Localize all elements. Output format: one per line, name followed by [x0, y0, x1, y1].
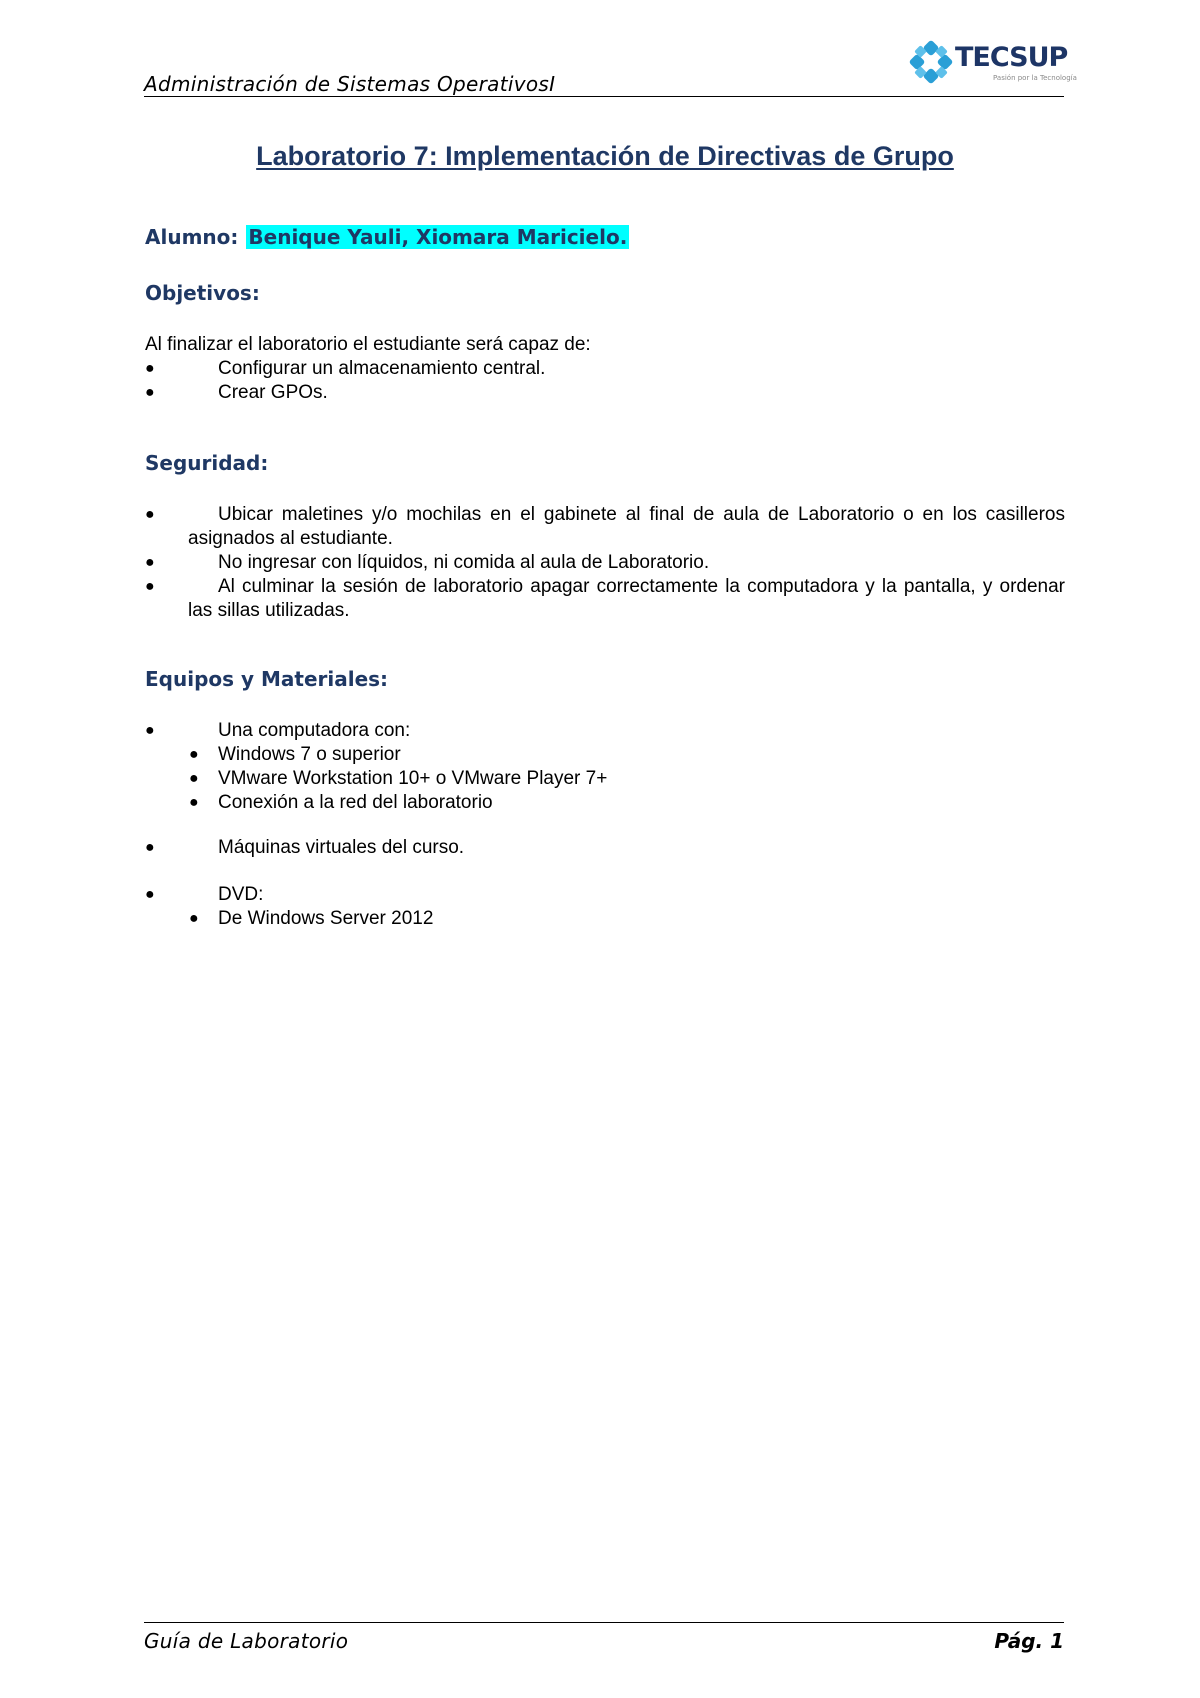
vms-list	[145, 836, 1065, 860]
objectives-intro: Al finalizar el laboratorio el estudiante será capaz de:	[145, 334, 591, 355]
list-item: ● DVD:	[145, 884, 264, 905]
list-item: ● Conexión a la red del laboratorio	[189, 792, 493, 813]
bullet-icon: ●	[189, 746, 199, 763]
list-item: ● Una computadora con:	[145, 720, 411, 741]
list-item: ● No ingresar con líquidos, ni comida al aula de Laboratorio.	[145, 552, 710, 573]
list-item: ● VMware Workstation 10+ o VMware Player 7+	[189, 768, 608, 789]
footer-guide-label: Guía de Laboratorio	[144, 1629, 349, 1653]
bullet-icon: ●	[189, 910, 199, 927]
document-title: Laboratorio 7: Implementación de Directivas de Grupo	[256, 141, 954, 171]
computer-sublist	[145, 743, 1065, 815]
dvd-list	[145, 883, 1065, 907]
page-header	[144, 40, 1077, 97]
list-item: ● Máquinas virtuales del curso.	[145, 837, 465, 858]
security-heading: Seguridad:	[145, 451, 269, 475]
security-list	[145, 503, 1065, 623]
logo-wordmark: TECSUP	[955, 42, 1068, 73]
objectives-list	[145, 357, 1065, 405]
equipment-list	[145, 719, 1065, 743]
student-name: Benique Yauli, Xiomara Maricielo.	[248, 225, 628, 249]
bullet-icon: ●	[145, 384, 155, 401]
bullet-icon: ●	[145, 506, 155, 523]
logo-tagline: Pasión por la Tecnología	[993, 74, 1077, 82]
tecsup-logo	[909, 40, 1077, 86]
list-item: ● Windows 7 o superior	[189, 744, 401, 765]
bullet-icon: ●	[145, 360, 155, 377]
bullet-icon: ●	[145, 886, 155, 903]
student-label: Alumno:	[145, 225, 239, 249]
bullet-icon: ●	[145, 722, 155, 739]
bullet-icon: ●	[145, 839, 155, 856]
list-item: ● Ubicar maletines y/o mochilas en el gabinete al final de aula de Laboratorio o en los casilleros asignados al estudiante.	[145, 504, 1065, 549]
footer-page-number: Pág. 1	[994, 1629, 1064, 1653]
bullet-icon: ●	[145, 554, 155, 571]
tecsup-logo-mark-icon	[909, 40, 953, 84]
list-item: ● Configurar un almacenamiento central.	[145, 358, 546, 379]
bullet-icon: ●	[145, 578, 155, 595]
objectives-heading: Objetivos:	[145, 281, 260, 305]
student-line	[145, 225, 629, 249]
list-item: ● Crear GPOs.	[145, 382, 328, 403]
header-course-title: Administración de Sistemas OperativosI	[144, 72, 556, 96]
list-item: ● Al culminar la sesión de laboratorio apagar correctamente la computadora y la pantalla, y ordenar las sillas utilizadas.	[145, 576, 1065, 621]
bullet-icon: ●	[189, 770, 199, 787]
list-item: ● De Windows Server 2012	[189, 908, 434, 929]
page-footer	[144, 1622, 1064, 1657]
bullet-icon: ●	[189, 794, 199, 811]
equipment-heading: Equipos y Materiales:	[145, 667, 389, 691]
dvd-sublist	[145, 907, 1065, 931]
